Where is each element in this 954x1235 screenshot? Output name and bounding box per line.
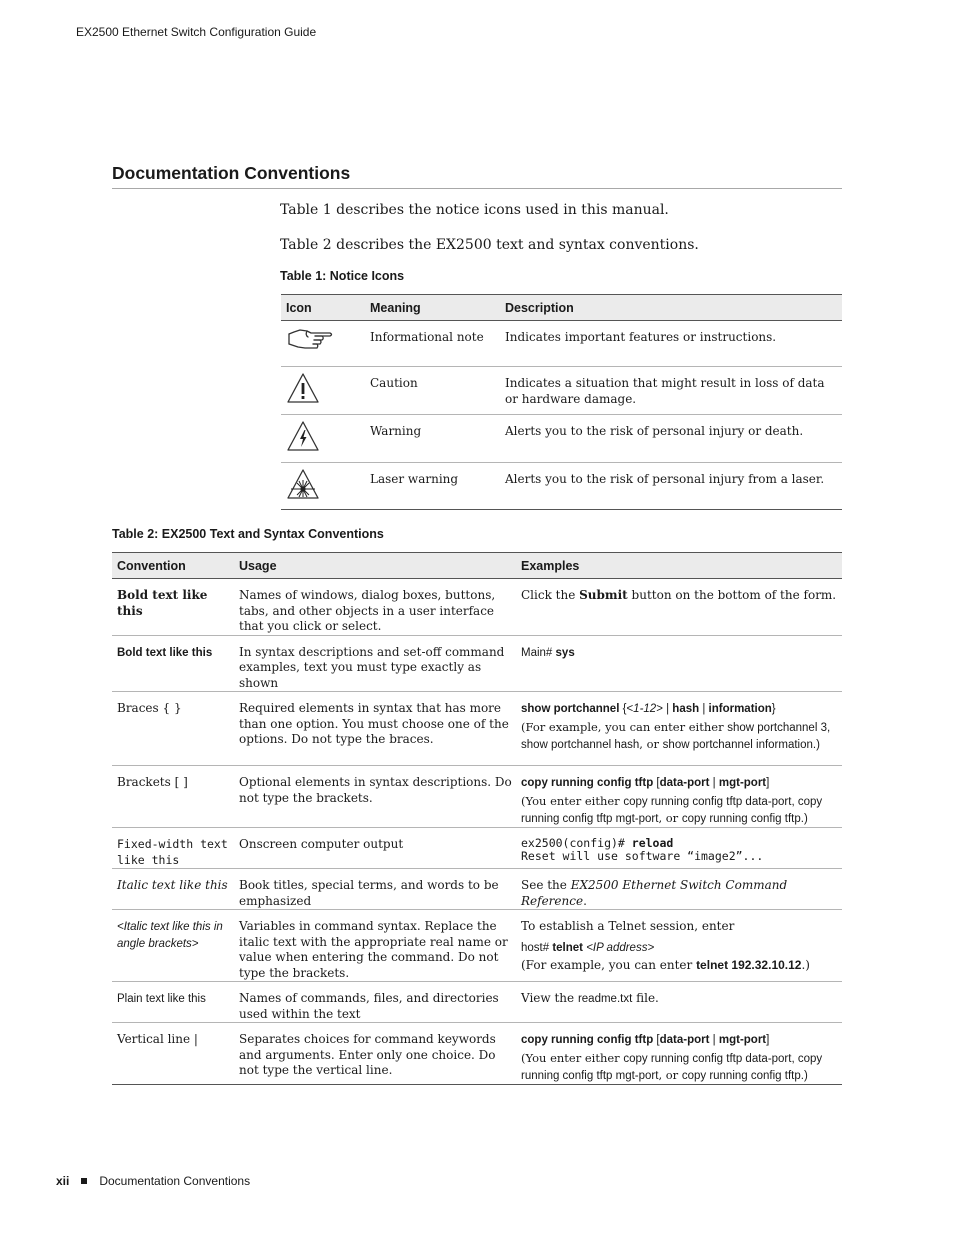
convention-sample: Plain text like this [117,993,206,1005]
example-command: copy running config tftp [681,813,801,825]
example-syntax [521,1032,838,1048]
example-text: , [791,796,798,808]
column-header: Usage [234,553,516,579]
example-text: file. [632,991,659,1005]
example-option: mgt-port [718,1034,767,1046]
convention-cell [112,982,234,1023]
example-bold: Submit [579,588,628,602]
examples-cell [516,910,842,982]
example-text: [ [653,777,660,789]
usage-cell: Required elements in syntax that has more than one option. You must choose one of the options. Do not type the braces. [234,692,516,766]
usage-cell: In syntax descriptions and set-off command examples, text you must type exactly as shown [234,635,516,692]
example-text: .) [800,813,808,825]
description-cell: Alerts you to the risk of personal injury or death. [500,415,842,463]
convention-sample: <Italic text like this in angle brackets> [117,921,223,950]
intro-paragraph: Table 1 describes the notice icons used in this manual. [280,202,669,218]
example-text: .) [800,1070,808,1082]
icon-cell [281,463,365,510]
table-row [281,415,842,463]
table-row [112,1023,842,1085]
example-command: copy running config tftp [521,1034,654,1046]
examples-cell [516,766,842,828]
column-header: Description [500,295,842,321]
icon-cell [281,321,365,367]
example-text: [ [653,1034,660,1046]
laser-warning-icon [286,468,320,500]
example-prompt: ex2500(config)# [521,836,632,850]
example-book-title: EX2500 Ethernet Switch Command Reference [521,878,788,908]
table-row [112,869,842,910]
example-command: show portchannel [521,703,620,715]
convention-cell: Vertical line | [112,1023,234,1085]
example-syntax [521,940,838,956]
example-command: copy running config tftp data-port [623,796,792,808]
convention-cell [112,579,234,636]
example-text: (You enter either [521,1051,624,1065]
description-cell: Alerts you to the risk of personal injury from a laser. [500,463,842,510]
example-bold: sys [555,646,575,659]
example-text: | [699,703,709,715]
table-row [112,828,842,869]
convention-cell [112,828,234,869]
convention-cell: Braces { } [112,692,234,766]
example-command: telnet 192.32.10.12 [696,957,802,972]
example-text: See the [521,878,571,892]
meaning-cell: Warning [365,415,500,463]
usage-cell: Book titles, special terms, and words to be emphasized [234,869,516,910]
description-cell: Indicates important features or instructions. [500,321,842,367]
notice-icons-table [281,294,842,510]
usage-cell: Separates choices for command keywords and arguments. Enter only one choice. Do not type the vertical line. [234,1023,516,1085]
table2-caption: Table 2: EX2500 Text and Syntax Conventions [112,527,384,541]
example-explanation [521,719,838,753]
meaning-cell: Caution [365,367,500,415]
example-option: data-port [659,777,710,789]
usage-cell: Names of commands, files, and directories used within the text [234,982,516,1023]
example-text: (For example, you can enter [521,957,697,972]
example-text: } [771,703,776,715]
examples-cell [516,1023,842,1085]
example-text: . [583,893,587,908]
convention-cell [112,869,234,910]
convention-sample: Bold text like this [117,588,208,618]
pointing-hand-icon [286,325,334,353]
icon-cell [281,415,365,463]
convention-sample: Italic text like this [117,878,228,892]
table-row [112,910,842,982]
examples-cell [516,982,842,1023]
example-text: ] [766,1034,770,1046]
table-row [112,766,842,828]
description-cell: Indicates a situation that might result in loss of data or hardware damage. [500,367,842,415]
section-title: Documentation Conventions [112,163,842,189]
convention-cell [112,635,234,692]
example-text: | [709,777,719,789]
example-option: data-port [659,1034,710,1046]
examples-cell [516,635,842,692]
example-text: , or [658,1068,682,1082]
column-header: Convention [112,553,234,579]
example-command: show portchannel hash [521,739,640,751]
example-prompt: host# [521,941,553,954]
example-text: , [791,1053,798,1065]
example-text: > | [656,703,673,715]
examples-cell [516,828,842,869]
example-text: .) [801,957,810,972]
example-text: ] [766,777,770,789]
usage-cell: Onscreen computer output [234,828,516,869]
table-row [112,692,842,766]
convention-cell: Brackets [ ] [112,766,234,828]
example-explanation [521,958,838,974]
convention-sample: Fixed-width text like this [117,837,228,867]
example-variable: 1-12 [633,703,657,715]
warning-lightning-icon [286,420,320,452]
example-text: Main# [521,646,556,659]
table1-caption: Table 1: Notice Icons [280,269,405,283]
example-text: View the [521,991,578,1005]
intro-paragraph: Table 2 describes the EX2500 text and syntax conventions. [280,237,699,253]
example-command: copy running config tftp data-port [623,1053,792,1065]
meaning-cell: Laser warning [365,463,500,510]
table-row [281,463,842,510]
example-syntax [521,701,838,717]
example-command: copy running config tftp mgt-port [521,1053,823,1082]
examples-cell [516,869,842,910]
example-explanation [521,1050,838,1084]
example-syntax [521,775,838,791]
example-text: {< [619,703,634,715]
example-option: information [708,703,772,715]
table-row [112,635,842,692]
footer-section-name: Documentation Conventions [99,1174,251,1188]
example-text: .) [812,739,820,751]
table-row [112,579,842,636]
syntax-conventions-table [112,552,842,1085]
example-text: (You enter either [521,794,624,808]
example-command: reload [631,836,674,850]
examples-cell [516,579,842,636]
example-explanation [521,793,838,827]
usage-cell: Variables in command syntax. Replace the italic text with the appropriate real name or value when entering the command. Do not type the brackets. [234,910,516,982]
table-header-row [112,553,842,579]
usage-cell: Names of windows, dialog boxes, buttons, tabs, and other objects in a user interface that you click or select. [234,579,516,636]
example-text: To establish a Telnet session, enter [521,919,735,933]
example-filename: readme.txt [577,993,633,1005]
example-option: mgt-port [718,777,767,789]
page-number: xii [56,1174,70,1188]
convention-sample: Bold text like this [117,646,213,659]
example-command: telnet [552,941,583,954]
square-bullet-icon [81,1178,87,1184]
example-text: | [709,1034,719,1046]
table-row [112,982,842,1023]
column-header: Icon [281,295,365,321]
caution-icon [286,372,320,404]
examples-cell [516,692,842,766]
table-row [281,367,842,415]
meaning-cell: Informational note [365,321,500,367]
usage-cell: Optional elements in syntax descriptions. Do not type the brackets. [234,766,516,828]
example-text: button on the bottom of the form. [627,588,837,602]
example-command: copy running config tftp [681,1070,801,1082]
table-header-row [281,295,842,321]
table-row [281,321,842,367]
example-command: show portchannel information [662,739,813,751]
example-text: , [826,722,831,734]
page-footer [56,1174,250,1188]
example-command: show portchannel 3 [727,722,827,734]
convention-cell [112,910,234,982]
example-command: copy running config tftp mgt-port [521,796,823,825]
icon-cell [281,367,365,415]
example-text: (For example, you can enter either [521,720,728,734]
example-variable: <IP address> [583,941,655,954]
example-output-line: Reset will use software “image2”... [521,849,764,863]
example-text: Click the [521,588,580,602]
running-header: EX2500 Ethernet Switch Configuration Guide [76,25,317,39]
example-command: copy running config tftp [521,777,654,789]
column-header: Examples [516,553,842,579]
example-text: , or [658,811,682,825]
column-header: Meaning [365,295,500,321]
example-option: hash [672,703,700,715]
example-text: , or [639,737,663,751]
